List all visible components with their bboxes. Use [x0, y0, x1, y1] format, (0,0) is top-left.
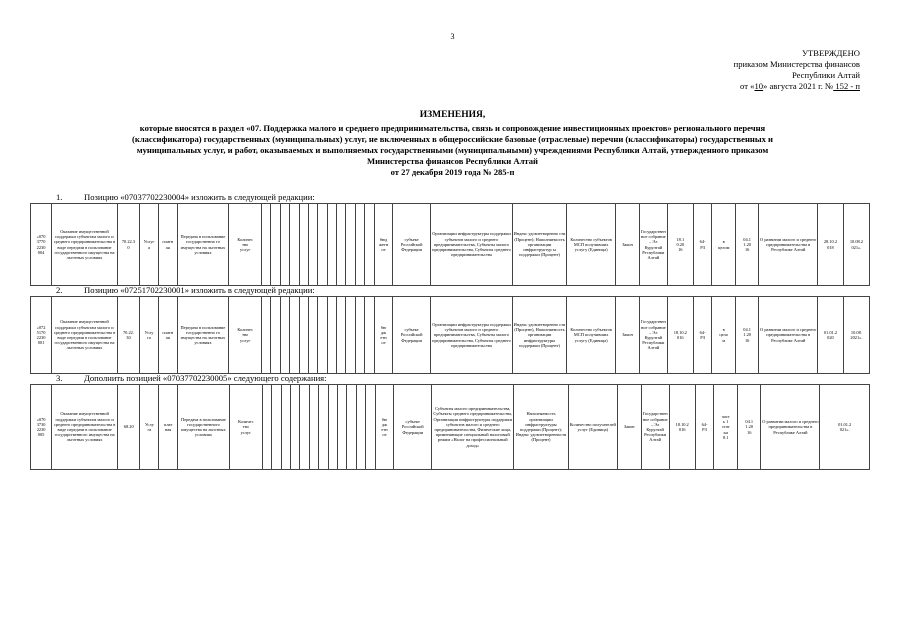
table-cell: 04.1 1.20 16 [735, 204, 758, 286]
table-cell [327, 204, 336, 286]
table-cell [272, 385, 281, 470]
table-cell [318, 204, 327, 286]
table-cell: Индекс удовлетворенно сти (Процент), Наполняемость организации инфраструктуры поддержки (Процент) [513, 297, 567, 374]
approval-date-middle: » августа 2021 г. № [763, 81, 834, 91]
table-cell: Государственное собрание – Эл Курултай Республики Алтай [641, 385, 669, 470]
table-cell [337, 204, 346, 286]
table-cell: Закон [616, 297, 639, 374]
table-row [31, 385, 870, 470]
table-cell: 01.01.2 021». [820, 385, 870, 470]
section-2-title [56, 285, 315, 295]
table-cell: 70.22.3 0 [117, 204, 139, 286]
table-cell [309, 385, 318, 470]
table-cell [355, 297, 364, 374]
table-cell: Организации инфраструктуры поддержки субъектов малого и среднего предпринимательства, Субъекты малого предпринимательства, Субъекты среднего предпринимательства [430, 204, 512, 286]
table-cell: бюд жетн ое [374, 204, 393, 286]
table-cell: О развитии малого и среднего предпринимательства в Республике Алтай [759, 204, 818, 286]
table-cell: «072 5170 2230 001 [31, 297, 52, 374]
table-cell [300, 385, 309, 470]
section-3-table [30, 384, 870, 470]
table-cell: 18.10.2 016 [669, 385, 695, 470]
table-cell: част ь 1 стат ьи 8.1 [714, 385, 738, 470]
table-cell: Количество получателей услуг (Единица) [568, 385, 617, 470]
table-cell: бю дж етн ое [374, 297, 393, 374]
table-cell: Передача в пользование государственно го имущества на льготных условиях [177, 204, 229, 286]
table-cell [290, 297, 299, 374]
approval-line-1: УТВЕРЖДЕНО [801, 48, 860, 58]
section-1-number: 1. [56, 192, 63, 202]
table-cell: 04.1 1.20 16 [737, 385, 761, 470]
table-cell [299, 204, 308, 286]
table-cell: Государственное собрание – Эл Курултай Республики Алтай [639, 297, 667, 374]
table-cell [271, 204, 280, 286]
document-heading [40, 110, 865, 178]
table-cell: Организации инфраструктуры поддержки субъектов малого и среднего предпринимательства, Субъекты малого предпринимательства, Субъекты среднего предпринимательства [430, 297, 512, 374]
heading-line-5: от 27 декабря 2019 года № 285-п [390, 167, 515, 177]
table-cell: Передача в пользование государственного имущества на льготных условиях [178, 385, 230, 470]
table-cell: Оказание имущественной поддержки субъектам малого и среднего предпринимательства в виде передачи в пользование государственного имущества на льготных условиях [52, 385, 118, 470]
table-cell [318, 297, 327, 374]
table-cell: Передача в пользование государственно го имущества на льготных условиях [177, 297, 229, 374]
table-cell: Услуг а [140, 204, 159, 286]
heading-line-1: которые вносятся в раздел «07. Поддержка малого и среднего предпринимательства, связь и сопровождение инвестиционных проектов» регионального перечня [139, 123, 766, 133]
heading-line-3: муниципальных услуг, и работ, оказываемых и выполняемых государственными (муниципальными) учреждениями Республики Алтай, утвержденного приказом [136, 145, 769, 155]
section-1-text: Позицию «07037702230004» изложить в следующей редакции: [84, 192, 315, 202]
table-cell: субъект Российской Федерации [394, 385, 432, 470]
table-row [31, 297, 870, 374]
approval-day: 10 [754, 81, 764, 91]
section-1-table [30, 203, 870, 286]
table-cell [308, 297, 317, 374]
table-cell: плат ная [159, 385, 178, 470]
table-cell: «070 3770 2230 004 [31, 204, 52, 286]
section-2-text: Позицию «07251702230001» изложить в следующей редакции: [84, 285, 315, 295]
table-row [31, 204, 870, 286]
table-cell [290, 385, 299, 470]
section-3-text: Дополнить позицией «07037702230005» следующего содержания: [84, 373, 327, 383]
table-cell: Услу га [140, 385, 159, 470]
table-cell: 18.1 0.20 16 [667, 204, 693, 286]
table-cell: платн ая [158, 204, 177, 286]
table-cell: 10.08. 2021». [843, 297, 869, 374]
table-cell: 04.1 1.20 16 [735, 297, 758, 374]
table-cell: 64- РЗ [695, 385, 714, 470]
heading-title: ИЗМЕНЕНИЯ, [419, 110, 486, 120]
approval-line-3: Республики Алтай [791, 70, 860, 80]
table-cell [262, 385, 271, 470]
approval-date-prefix: от « [740, 81, 755, 91]
heading-line-2: (классификатора) государственных (муниципальных) услуг, не включенных в общероссийские базовые (отраслевые) перечни (классификаторы) государственных и [132, 134, 773, 144]
table-cell [319, 385, 328, 470]
table-cell [280, 297, 289, 374]
table-cell: 64- РЗ [693, 297, 712, 374]
table-cell [347, 385, 356, 470]
table-cell: в целом [712, 204, 735, 286]
table-cell [327, 297, 336, 374]
page-number: 3 [450, 32, 455, 41]
table-cell [281, 385, 290, 470]
approval-line-2: приказом Министерства финансов [733, 59, 860, 69]
table-cell [346, 297, 355, 374]
table-cell [328, 385, 337, 470]
table-cell [290, 204, 299, 286]
table-cell [346, 204, 355, 286]
table-cell: в цело м [712, 297, 735, 374]
table-cell: «070 3730 2230 005 [31, 385, 52, 470]
table-cell [365, 297, 374, 374]
table-cell: Субъекты малого предпринимательства, Субъекты среднего предпринимательства, Организации инфраструктуры поддержки субъектов малого и среднего предпринимательства, Физические лица, применяющие специальный налоговый режим «Налог на профессиональный доход» [432, 385, 514, 470]
approval-line-4 [640, 81, 860, 92]
table-cell: Закон [616, 204, 639, 286]
table-cell: 28.10.2 018 [818, 204, 844, 286]
table-cell [337, 385, 346, 470]
section-3-title [56, 373, 327, 383]
table-cell [356, 385, 365, 470]
table-cell [355, 204, 364, 286]
table-cell: субъект Российской Федерации [393, 297, 431, 374]
table-cell [262, 297, 271, 374]
table-cell: Закон [617, 385, 641, 470]
table-cell: Индекс удовлетворенно сти (Процент); Наполняемость организации инфраструктур ы поддержки (Процент) [513, 204, 567, 286]
table-cell [308, 204, 317, 286]
table-cell: 68.20 [118, 385, 140, 470]
section-3-number: 3. [56, 373, 63, 383]
table-cell [299, 297, 308, 374]
table-cell: Оказание имущественной поддержки субъектам малого и среднего предпринимательства в виде передачи в пользование государственного имущества на льготных условиях [52, 297, 118, 374]
table-cell: платн ая [158, 297, 177, 374]
section-2-table [30, 296, 870, 374]
table-cell: Государственное собрание – Эл Курултай Республики Алтай [639, 204, 667, 286]
table-cell: Услу га [140, 297, 159, 374]
approval-order-number: 152 - п [833, 81, 860, 91]
table-cell [271, 297, 280, 374]
table-cell: Оказание имущественной поддержки субъектам малого и среднего предпринимательства в виде передачи в пользование государственного имущества на льготных условиях [52, 204, 118, 286]
table-cell [262, 204, 271, 286]
table-cell: 70.22. 30 [117, 297, 139, 374]
table-cell: Наполняемость организации инфраструктуры поддержки (Процент); Индекс удовлетворенности (Процент) [514, 385, 568, 470]
table-cell: Количес тво услуг [229, 204, 262, 286]
table-cell: бю дж етн ое [375, 385, 394, 470]
table-cell [280, 204, 289, 286]
heading-line-4: Министерства финансов Республики Алтай [366, 156, 538, 166]
table-cell [365, 204, 374, 286]
table-cell: Количество субъектов МСП получивших услугу (Единица) [567, 297, 616, 374]
table-cell: Количество субъектов МСП получивших услугу (Единица) [567, 204, 616, 286]
table-cell: 64- РЗ [693, 204, 712, 286]
section-1-title [56, 192, 315, 202]
section-2-number: 2. [56, 285, 63, 295]
table-cell [337, 297, 346, 374]
table-cell: субъект Российской Федерации [393, 204, 431, 286]
table-cell: Количес тво услуг [229, 297, 262, 374]
table-cell: 10.08.2 021». [843, 204, 869, 286]
table-cell: 18.10.2 016 [667, 297, 693, 374]
table-cell: О развитии малого и среднего предпринимательства в Республике Алтай [759, 297, 818, 374]
table-cell [366, 385, 375, 470]
table-cell: Количес тво услуг [229, 385, 262, 470]
table-cell: О развитии малого и среднего предпринимательства в Республике Алтай [761, 385, 820, 470]
table-cell: 01.01.2 020 [818, 297, 844, 374]
approval-block [640, 48, 860, 92]
